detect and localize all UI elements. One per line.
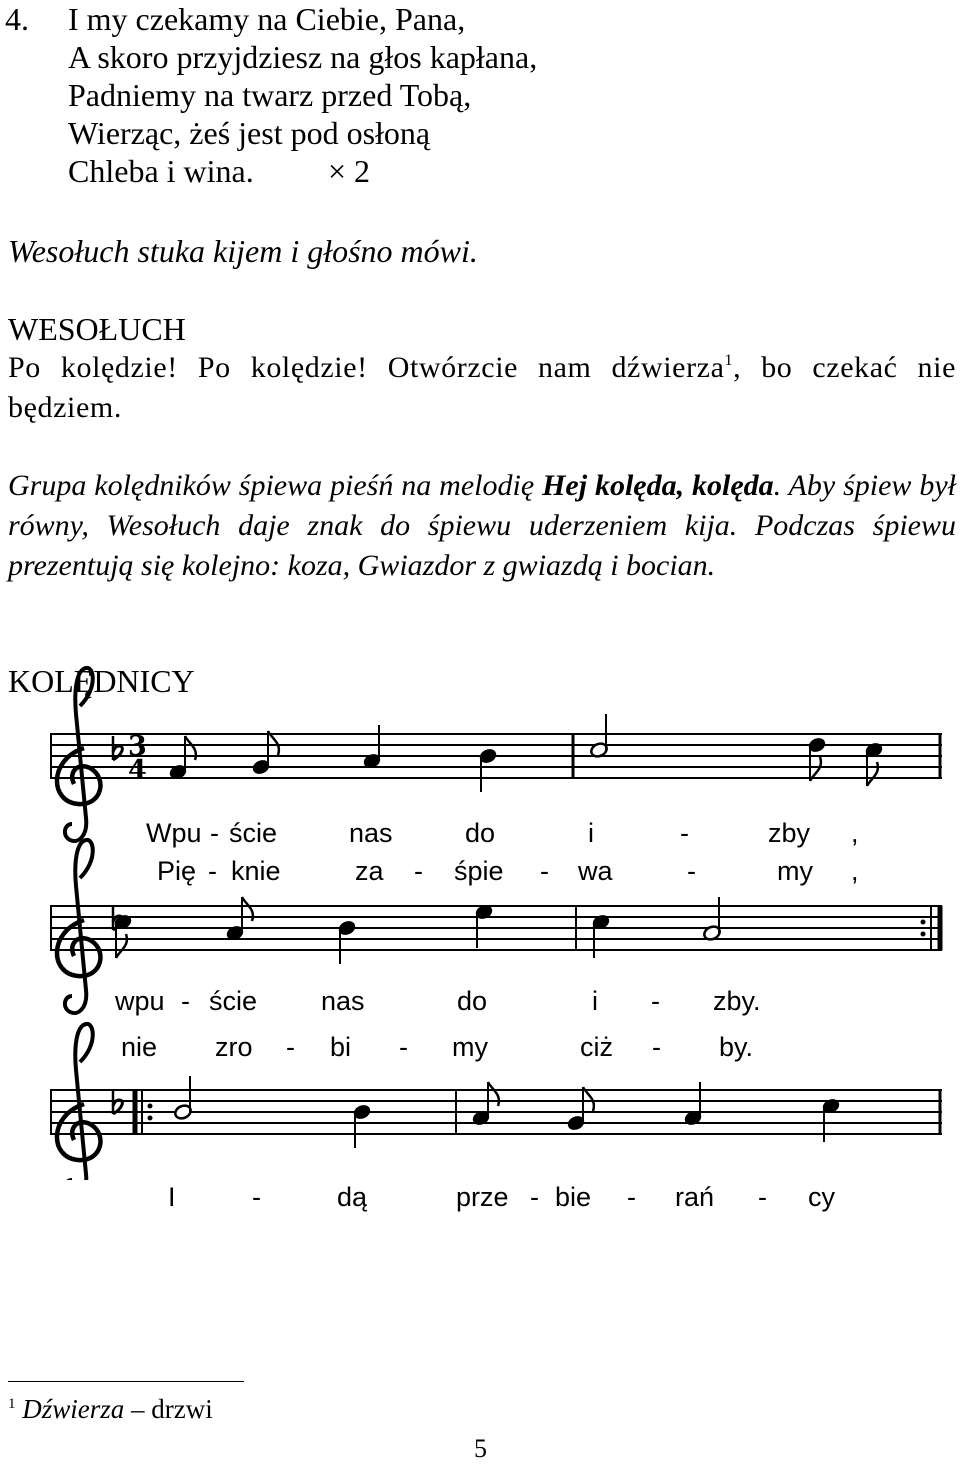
repeat-mark: × 2 (328, 153, 371, 189)
lyric-syllable: knie (231, 856, 281, 886)
lyric-syllable: dą (337, 1182, 368, 1212)
lyric-syllable: nas (321, 986, 365, 1016)
eighth-note (168, 736, 196, 781)
lyric-syllable: ciż (580, 1032, 613, 1062)
lyric-hyphen: - (286, 1032, 295, 1062)
lyric-hyphen: - (627, 1182, 636, 1212)
half-note (702, 897, 722, 942)
lyric-syllable: nie (121, 1032, 158, 1062)
verse-line: Chleba i wina. (68, 153, 254, 189)
lyric-hyphen: - (651, 986, 660, 1016)
eighth-note (225, 897, 253, 942)
speech-text: Po kolędzie! Po kolędzie! Otwórzcie nam dźwierza (8, 351, 725, 384)
lyric-hyphen: - (210, 818, 219, 848)
lyric-hyphen: - (680, 818, 689, 848)
treble-clef-icon (57, 668, 100, 841)
lyric-syllable: , (851, 818, 859, 848)
lyric-syllable: nas (349, 818, 393, 848)
footnote-rule (8, 1381, 244, 1382)
half-note (589, 714, 609, 759)
eighth-note (864, 741, 884, 786)
time-signature-top: 3 (128, 731, 147, 762)
lyric-hyphen: - (208, 856, 217, 886)
page-number: 5 (474, 1434, 487, 1463)
staff-3 (50, 1024, 942, 1180)
lyric-hyphen: - (252, 1182, 261, 1212)
lyric-syllable: ście (209, 986, 258, 1016)
lyric-hyphen: - (181, 986, 190, 1016)
treble-clef-icon (57, 840, 100, 1013)
lyric-syllable: ście (229, 818, 278, 848)
lyric-syllable: rań (675, 1182, 715, 1212)
lyric-syllable: Pię (157, 856, 197, 886)
notes (113, 714, 884, 1148)
quarter-note (821, 1097, 841, 1142)
lyric-syllable: Wpu (146, 818, 202, 848)
lyric-syllable: my (777, 856, 813, 886)
lyric-syllable: my (452, 1032, 488, 1062)
verse-number: 4. (5, 1, 29, 37)
half-note (173, 1076, 193, 1121)
quarter-note (474, 903, 494, 948)
quarter-note (352, 1103, 372, 1148)
verse-line: Wierząc, żeś jest pod osłoną (68, 115, 431, 151)
verse-line: A skoro przyjdziesz na głos kapłana, (68, 39, 538, 75)
verse-line: I my czekamy na Ciebie, Pana, (68, 1, 466, 37)
footnote (8, 1394, 213, 1425)
lyric-syllable: zby. (713, 986, 761, 1016)
lyric-hyphen: - (399, 1032, 408, 1062)
lyric-syllable: do (457, 986, 488, 1016)
quarter-note (337, 919, 357, 964)
quarter-note (591, 913, 611, 958)
lyric-syllable: do (465, 818, 496, 848)
lyric-syllable: wa (578, 856, 613, 886)
speech-text-end: , bo czekać nie będziem. (8, 351, 956, 424)
quarter-note (478, 747, 498, 792)
lyric-syllable: , (851, 856, 859, 886)
eighth-note (251, 731, 279, 776)
lyric-hyphen: - (414, 856, 423, 886)
lyric-syllable: bi (330, 1032, 352, 1062)
footnote-definition: drzwi (151, 1394, 213, 1424)
speaker-label: WESOŁUCH (8, 311, 186, 347)
eighth-note (471, 1082, 499, 1127)
footnote-reference: 1 (724, 352, 734, 369)
quarter-note (362, 725, 382, 770)
footnote-dash: – (124, 1394, 152, 1424)
lyric-hyphen: - (652, 1032, 661, 1062)
lyric-syllable: wpu (115, 986, 165, 1016)
eighth-note (566, 1087, 594, 1132)
footnote-number: 1 (8, 1396, 16, 1412)
stage-direction-text: Grupa kolędników śpiewa pieśń na melodię (8, 469, 543, 502)
time-signature-bottom: 4 (128, 755, 147, 786)
quarter-note (683, 1082, 703, 1127)
lyric-syllable: śpie (454, 856, 504, 886)
lyric-hyphen: - (758, 1182, 767, 1212)
lyric-syllable: i (588, 818, 594, 848)
lyric-syllable: zro (215, 1032, 253, 1062)
stage-direction: Wesołuch stuka kijem i głośno mówi. (8, 233, 478, 269)
speaker-label: KOLĘDNICY (8, 663, 195, 699)
lyric-syllable: cy (808, 1182, 835, 1212)
lyric-syllable: by. (719, 1032, 754, 1062)
lyric-syllable: bie (555, 1182, 592, 1212)
lyric-syllable: za (355, 856, 384, 886)
lyric-syllable: i (592, 986, 598, 1016)
verse-line: Padniemy na twarz przed Tobą, (68, 77, 472, 113)
eighth-note (807, 736, 827, 781)
footnote-term: Dźwierza (22, 1394, 125, 1424)
eighth-note (113, 913, 133, 958)
lyric-syllable: prze (456, 1182, 509, 1212)
lyric-hyphen: - (540, 856, 549, 886)
lyric-hyphen: - (530, 1182, 539, 1212)
melody-title: Hej kolęda, kolęda (542, 469, 774, 502)
stage-direction-text-end: . Aby śpiew był równy, Wesołuch daje znak do śpiewu uderzeniem kija. Podczas śpiewu prezentują się kolejno: koza, Gwiazdor z gwiazdą i bocian. (8, 469, 956, 582)
lyric-syllable: I (168, 1182, 176, 1212)
lyric-syllable: zby (768, 818, 811, 848)
lyric-hyphen: - (687, 856, 696, 886)
